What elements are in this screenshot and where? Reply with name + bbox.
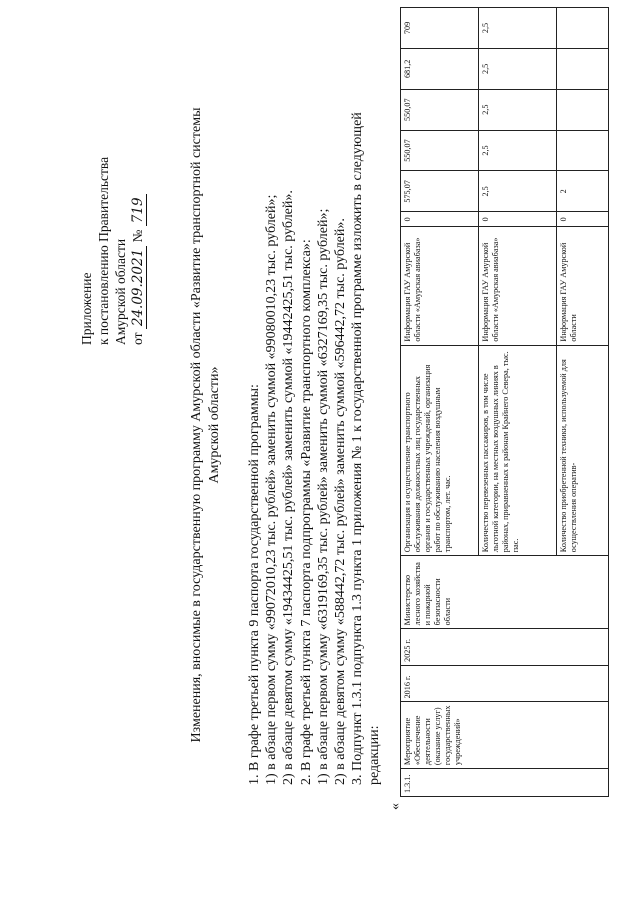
value-cell [557,89,609,130]
base-value-cell: 0 [479,212,557,227]
value-cell: 709 [401,8,479,49]
appendix-date-line [129,55,147,345]
indicator-cell: Количество перевезенных пассажиров, в том числе льготной категории, на местных воздушных линиях в районах, приравненных к районам Крайнего Севера, тыс. пас. [479,345,557,556]
end-year-cell: 2025 г. [401,629,609,666]
value-cell [557,130,609,171]
value-cell [557,8,609,49]
value-cell: 2,5 [479,130,557,171]
start-year-cell: 2016 г. [401,665,609,702]
appendix-block [78,55,147,345]
value-cell: 550,07 [401,89,479,130]
program-table [400,7,609,797]
document-heading [188,65,224,785]
amendment-item: 1. В графе третьей пункта 9 паспорта государственной программы: [247,384,262,785]
amendment-item: 3. Подпункт 1.3.1 подпункта 1.3 пункта 1 приложения № 1 к государственной программе изложить в следующей [350,112,366,785]
table-row [401,8,479,797]
value-cell: 681,2 [401,48,479,89]
amendment-item: 1) в абзаце первом сумму «6319169,35 тыс. рублей» заменить суммой «6327169,35 тыс. рублей»; [315,208,331,785]
appendix-title: Приложение [79,272,94,345]
amendment-item: 1) в абзаце первом сумму «99072010,23 тыс. рублей» заменить суммой «99080010,23 тыс. рублей»; [264,194,280,785]
event-name-cell: Мероприятие «Обеспечение деятельности (оказание услуг) государственных учреждений» [401,702,609,769]
executor-cell: Министерство лесного хозяйства и пожарной безопасности области [401,556,609,629]
value-cell [557,48,609,89]
amendment-item: 2) в абзаце девятом сумму «588442,72 тыс. рублей» заменить суммой «596442,72 тыс. рублей». [333,218,349,785]
value-cell: 2,5 [479,8,557,49]
amendment-item: 2) в абзаце девятом сумму «19434425,51 тыс. рублей» заменить суммой «19442425,51 тыс. рублей». [281,190,297,785]
source-cell: Информация ГАУ Амурской области «Амурская авиабаза» [401,227,479,345]
handwritten-number: 719 [130,194,147,226]
heading-line-1: Изменения, вносимые в государственную программу Амурской области «Развитие транспортной системы [189,107,204,743]
indicator-cell: Организация и осуществление транспортного обслуживания должностных лиц государственных органов и государственных учреждений, организация работ по обслуживанию населения воздушным транспортом, лет. час. [401,345,479,556]
value-cell: 2,5 [479,48,557,89]
event-code-cell: 1.3.1. [401,769,609,797]
base-value-cell: 0 [557,212,609,227]
appendix-line-2: Амурской области [113,238,128,345]
indicator-cell: Количество приобретенной техники, используемой для осуществления оператив- [557,345,609,556]
value-cell: 2 [557,171,609,212]
amendment-item: 2. В графе третьей пункта 7 паспорта подпрограммы «Развитие транспортного комплекса»: [298,239,314,785]
source-cell: Информация ГАУ Амурской области [557,227,609,345]
value-cell: 550,07 [401,130,479,171]
value-cell: 2,5 [479,89,557,130]
appendix-line-1: к постановлению Правительства [96,156,111,345]
opening-quote: « [388,803,403,810]
value-cell: 2,5 [479,171,557,212]
amendment-list [246,5,384,785]
amendment-item: редакции: [367,725,383,785]
value-cell: 575,07 [401,171,479,212]
date-prefix: от [130,332,145,345]
source-cell: Информация ГАУ Амурской области «Амурская авиабаза» [479,227,557,345]
number-prefix: № [130,229,145,243]
heading-line-2: Амурской области» [207,366,222,484]
base-value-cell: 0 [401,212,479,227]
handwritten-date: 24.09.2021 [130,246,147,329]
